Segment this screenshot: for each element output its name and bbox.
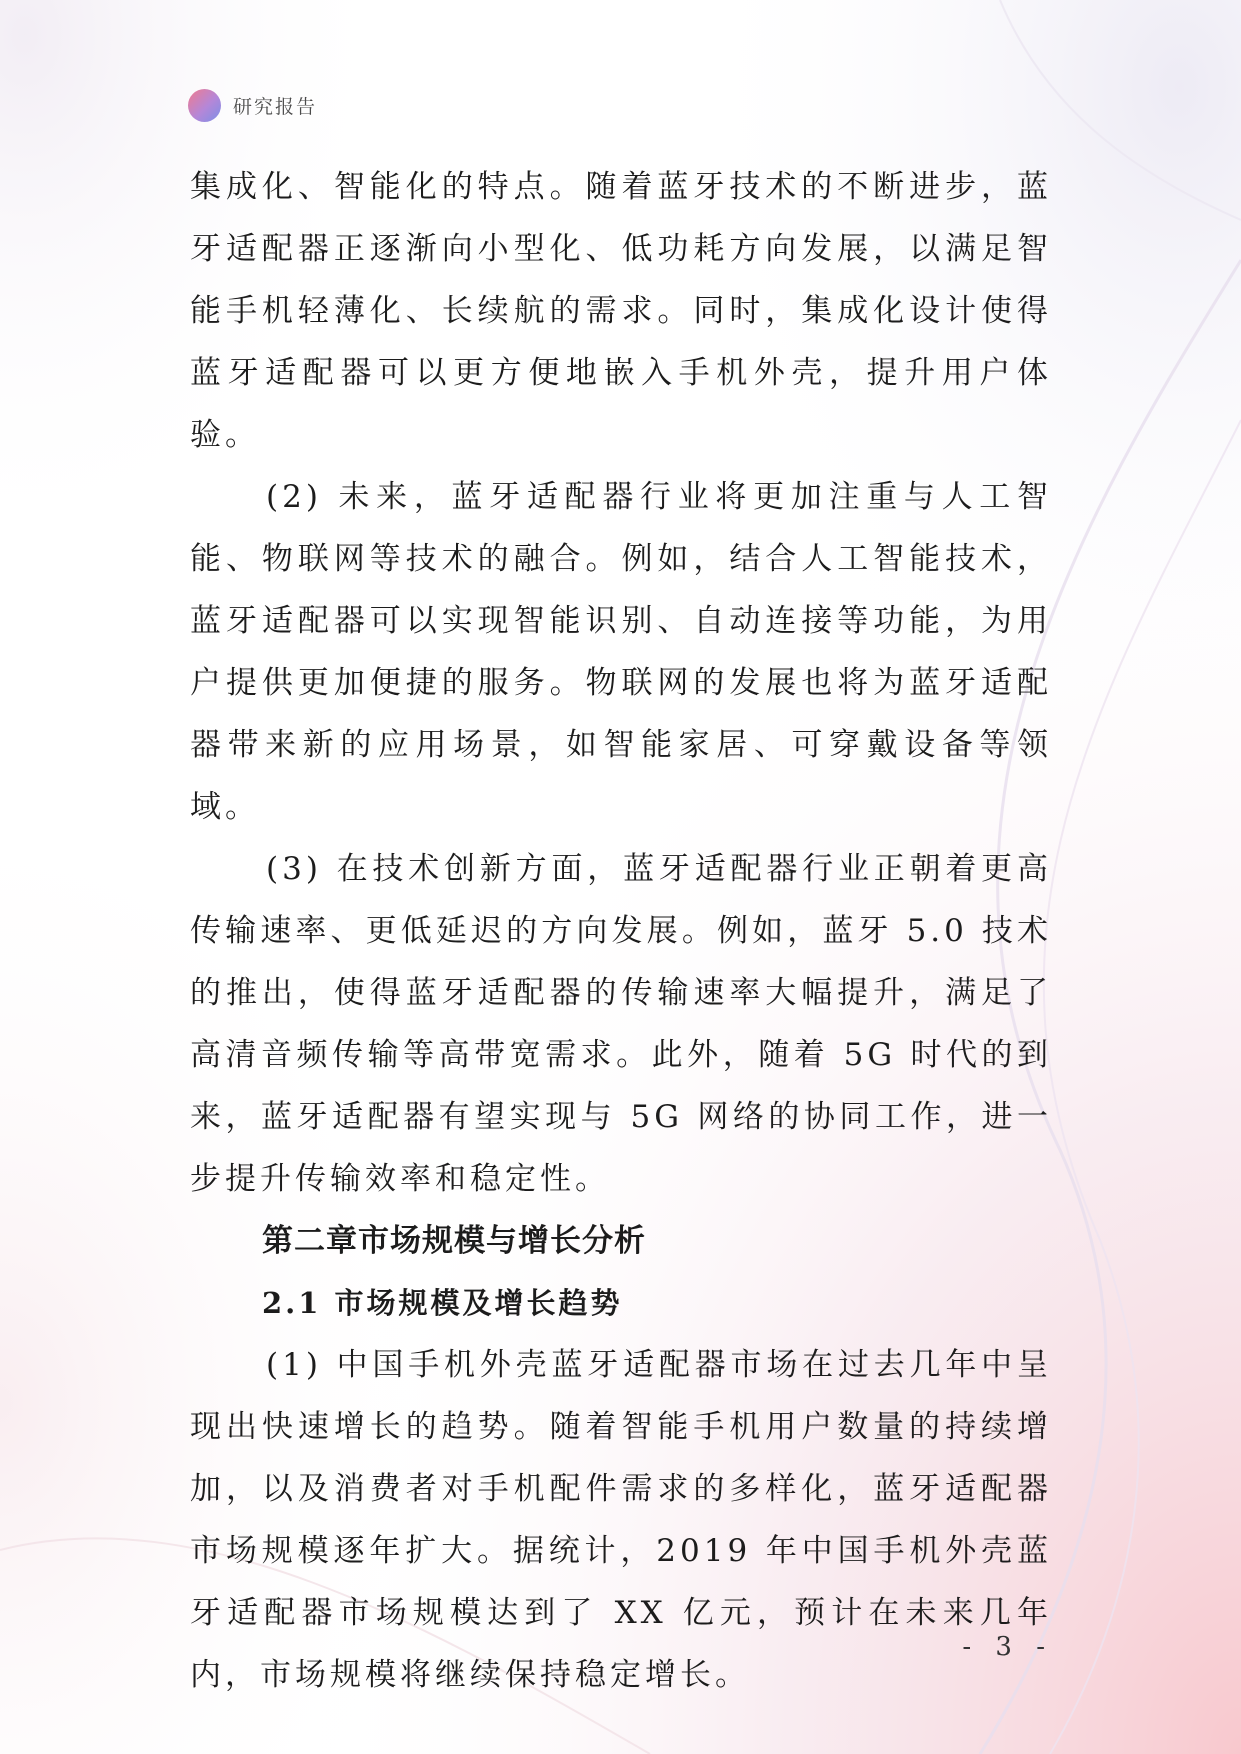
header-title: 研究报告 bbox=[233, 95, 318, 118]
paragraph-market-1: (1) 中国手机外壳蓝牙适配器市场在过去几年中呈现出快速增长的趋势。随着智能手机用户数量的持续增加，以及消费者对手机配件需求的多样化，蓝牙适配器市场规模逐年扩大。据统计，2019 年中国手机外壳蓝牙适配器市场规模达到了 XX 亿元，预计在未来几年内，市场规模将继续保持稳定增长。 bbox=[190, 1347, 1052, 1693]
report-logo-icon bbox=[188, 89, 221, 122]
section-title: 2.1 市场规模及增长趋势 bbox=[262, 1286, 623, 1320]
paragraph-item-2: (2) 未来，蓝牙适配器行业将更加注重与人工智能、物联网等技术的融合。例如，结合人工智能技术，蓝牙适配器可以实现智能识别、自动连接等功能，为用户提供更加便捷的服务。物联网的发展也将为蓝牙适配器带来新的应用场景，如智能家居、可穿戴设备等领域。 bbox=[190, 479, 1052, 825]
paragraph-intro: 集成化、智能化的特点。随着蓝牙技术的不断进步，蓝牙适配器正逐渐向小型化、低功耗方向发展，以满足智能手机轻薄化、长续航的需求。同时，集成化设计使得蓝牙适配器可以更方便地嵌入手机外壳，提升用户体验。 bbox=[190, 169, 1052, 453]
page-number: - 3 - bbox=[962, 1632, 1053, 1662]
report-header bbox=[188, 88, 317, 122]
chapter-title: 第二章市场规模与增长分析 bbox=[262, 1223, 646, 1259]
paragraph-item-3: (3) 在技术创新方面，蓝牙适配器行业正朝着更高传输速率、更低延迟的方向发展。例如，蓝牙 5.0 技术的推出，使得蓝牙适配器的传输速率大幅提升，满足了高清音频传输等高带宽需求。此外，随着 5G 时代的到来，蓝牙适配器有望实现与 5G 网络的协同工作，进一步提升传输效率和稳定性。 bbox=[190, 851, 1052, 1197]
document-body bbox=[190, 156, 1052, 1706]
